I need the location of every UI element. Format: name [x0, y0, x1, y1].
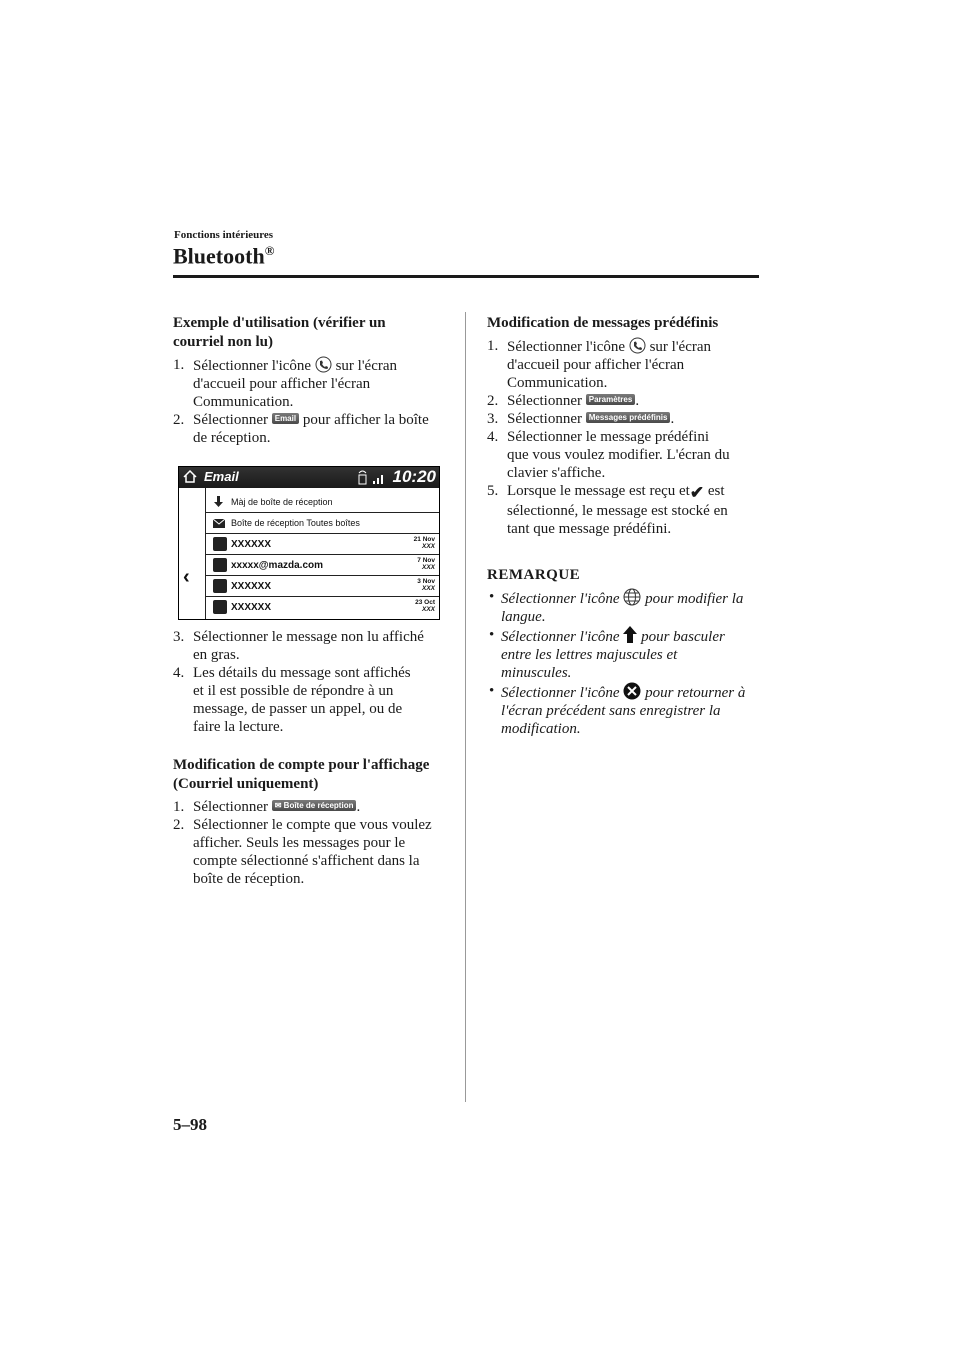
preset-step-5: 5. Lorsque le message est reçu et✔ est sélectionné, le message est stocké en tant que message prédéfini.	[487, 483, 728, 537]
preset-step-1: 1. Sélectionner l'icône sur l'écran d'accueil pour afficher l'écran Communication.	[487, 338, 711, 391]
globe-icon	[623, 588, 641, 606]
message-row: XXXXXX 3 Nov XXX	[205, 577, 439, 597]
header-rule	[173, 275, 759, 278]
page-title: Bluetooth®	[173, 243, 275, 269]
right-column	[487, 314, 767, 738]
preset-step-2: 2. Sélectionner Paramètres .	[487, 393, 640, 409]
contact-icon	[213, 600, 227, 614]
screen-time: 10:20	[392, 467, 436, 486]
preset-step-3: 3. Sélectionner Messages prédéfinis .	[487, 411, 675, 427]
step-4: 4. Les détails du message sont affichés et il est possible de répondre à un message, de passer un appel, ou de faire la lecture.	[173, 665, 411, 735]
note-1: • Sélectionner l'icône pour modifier la langue.	[489, 589, 744, 625]
contact-icon	[213, 537, 227, 551]
inbox-button-icon: ✉ Boîte de réception	[272, 800, 357, 811]
step-2: 2. Sélectionner Email pour afficher la boîte de réception.	[173, 412, 429, 446]
settings-button-icon: Paramètres	[586, 394, 636, 405]
email-screen	[178, 466, 440, 620]
presets-button-icon: Messages prédéfinis	[586, 412, 671, 423]
note-title: REMARQUE	[487, 567, 581, 583]
shift-arrow-icon	[623, 626, 637, 644]
envelope-icon	[213, 519, 225, 528]
left-column-bottom	[173, 628, 458, 888]
phone-icon	[315, 356, 332, 373]
example-heading: Exemple d'utilisation (vérifier un courriel non lu)	[173, 315, 386, 350]
email-button-icon: Email	[272, 413, 299, 424]
preset-step-4: 4. Sélectionner le message prédéfini que vous voulez modifier. L'écran du clavier s'affiche.	[487, 429, 730, 481]
step-1: 1. Sélectionner l'icône sur l'écran d'accueil pour afficher l'écran Communication.	[173, 357, 397, 410]
note-2: • Sélectionner l'icône pour basculer entre les lettres majuscules et minuscules.	[489, 627, 725, 681]
message-row: XXXXXX 21 Nov XXX	[205, 535, 439, 555]
page-number: 5–98	[173, 1115, 207, 1134]
cancel-icon	[623, 682, 641, 700]
account-step-2: 2. Sélectionner le compte que vous voulez afficher. Seuls les messages pour le compte sélectionné s'affichent dans la boîte de réception.	[173, 817, 432, 887]
message-row: xxxxx@mazda.com 7 Nov XXX	[205, 556, 439, 576]
note-3: • Sélectionner l'icône pour retourner à l'écran précédent sans enregistrer la modification.	[489, 683, 746, 737]
message-row: XXXXXX 23 Oct XXX	[205, 598, 439, 617]
column-divider	[465, 312, 466, 1102]
checkmark-icon: ✔	[689, 483, 705, 502]
screen-title: Email	[204, 469, 239, 484]
back-arrow-icon: ‹	[183, 566, 190, 588]
screen-header	[178, 466, 440, 488]
phone-icon	[629, 337, 646, 354]
section-label: Fonctions intérieures	[174, 229, 274, 241]
download-icon	[214, 496, 223, 508]
signal-icon	[357, 469, 387, 485]
presets-heading: Modification de messages prédéfinis	[487, 315, 719, 331]
home-icon	[183, 470, 197, 483]
account-heading: Modification de compte pour l'affichage (Courriel uniquement)	[173, 757, 430, 792]
account-step-1: 1. Sélectionner ✉ Boîte de réception .	[173, 799, 361, 815]
left-column-top	[173, 314, 458, 447]
contact-icon	[213, 579, 227, 593]
step-3: 3. Sélectionner le message non lu affiché en gras.	[173, 629, 424, 663]
inbox-filter-row: Boîte de réception Toutes boîtes	[205, 514, 439, 534]
contact-icon	[213, 558, 227, 572]
update-inbox-row: Màj de boîte de réception	[205, 493, 439, 513]
